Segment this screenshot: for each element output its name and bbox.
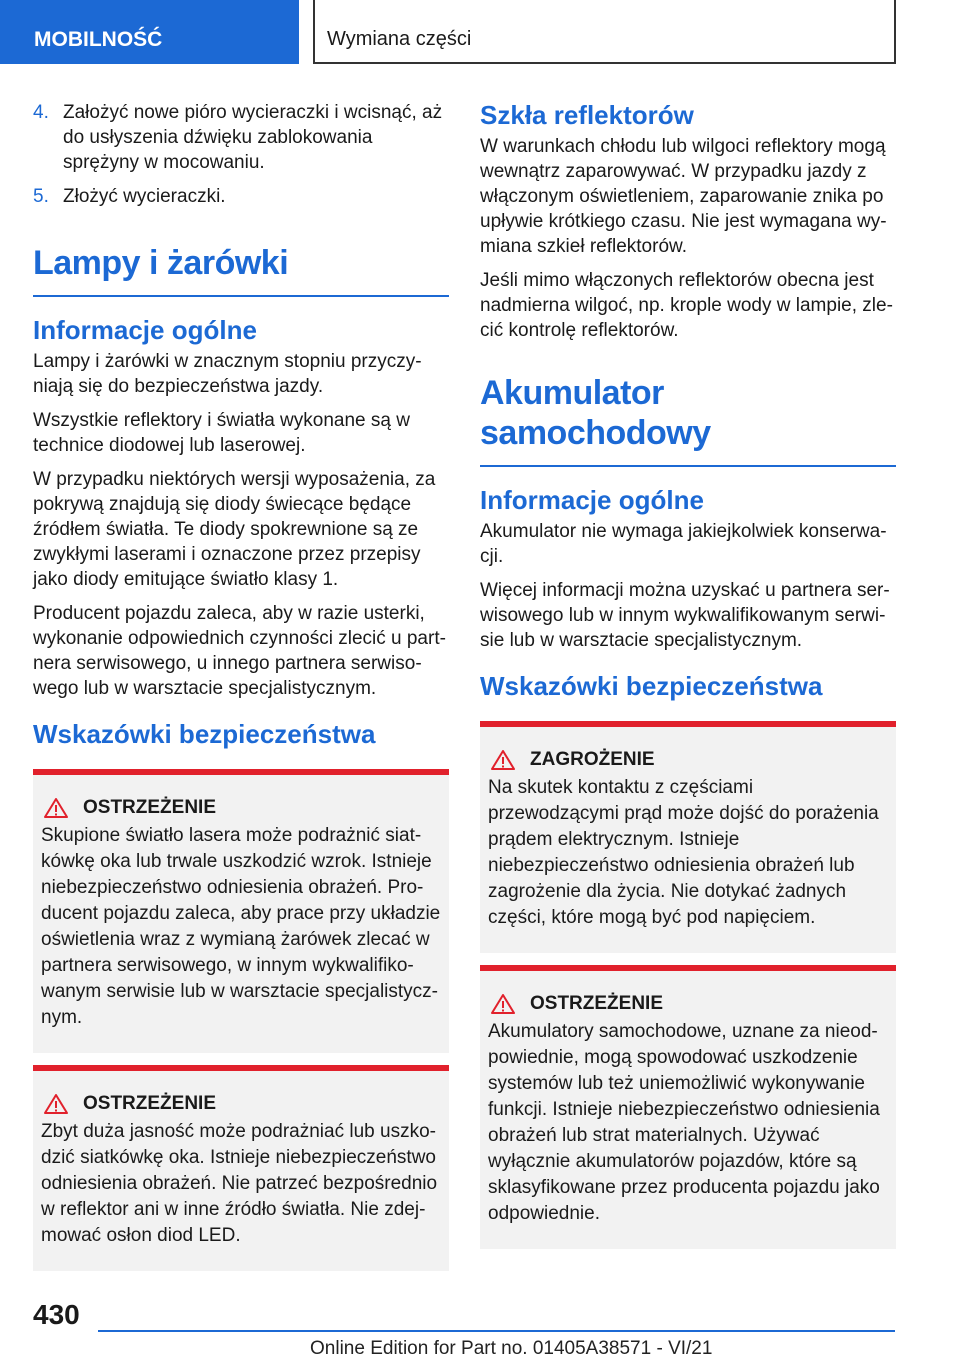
page-header: [0, 0, 960, 66]
warning-triangle-icon: [490, 749, 516, 771]
step-item: [33, 100, 449, 175]
warning-text: Skupione światło lasera może podrażnić siatkówkę oka lub trwale uszkodzić wzrok. Istnieje niebezpieczeństwo odniesienia obrażeń. Producent pojazdu zaleca, aby prace przy układzie oświetlenia wraz z wymianą żarówek zlecać w partnera serwisowego, w innym wykwalifikowanym serwisie lub w warsztacie specjalistycznym.: [41, 825, 441, 1028]
paragraph: Jeśli mimo włączonych reflektorów obecna jest nadmierna wilgoć, np. krople wody w lampie, zlecić kontrolę reflektorów.: [480, 270, 893, 341]
warning-triangle-icon: [43, 797, 69, 819]
paragraph: Producent pojazdu zaleca, aby w razie usterki, wykonanie odpowiednich czynności zlecić u partnera serwisowego, u innego partnera serwisowego lub w warsztacie specjalistycznym.: [33, 603, 446, 699]
subheading-general: Informacje ogólne: [480, 485, 704, 515]
paragraph: Lampy i żarówki w znacznym stopniu przyczyniają się do bezpieczeństwa jazdy.: [33, 351, 422, 397]
section-tab: MOBILNOŚĆ: [0, 0, 299, 64]
warning-box: [480, 965, 896, 1249]
warning-box: [33, 769, 449, 1053]
left-column: [33, 100, 449, 1283]
subheading-safety: Wskazówki bezpieczeństwa: [480, 671, 823, 701]
warning-box: [33, 1065, 449, 1271]
right-column: [480, 100, 896, 1261]
paragraph: Akumulator nie wymaga jakiejkolwiek konserwacji.: [480, 521, 887, 567]
paragraph: W przypadku niektórych wersji wyposażenia, za pokrywą znajdują się diody świecące będące źródłem światła. Te diody spokrewnione są ze zwykłymi laserami i oznaczone przez przepisy jako diody emitujące światło klasy 1.: [33, 469, 436, 590]
step-item: [33, 184, 449, 209]
footer-divider: [98, 1330, 895, 1332]
paragraph: Więcej informacji można uzyskać u partnera serwisowego lub w innym wykwalifikowanym serwisie lub w warsztacie specjalistycznym.: [480, 580, 890, 651]
warning-text: Zbyt duża jasność może podrażniać lub uszkodzić siatkówkę oka. Istnieje niebezpieczeństwo odniesienia obrażeń. Nie patrzeć bezpośrednio w reflektor ani w inne źródło światła. Nie zdejmować osłon diod LED.: [41, 1121, 438, 1246]
warning-title-text: OSTRZEŻENIE: [83, 797, 217, 818]
chapter-title: Wymiana części: [313, 0, 896, 64]
warning-title: [488, 749, 888, 771]
warning-text: Na skutek kontaktu z częściami przewodzącymi prąd może dojść do porażenia prądem elektrycznym. Istnieje niebezpieczeństwo odniesienia obrażeń lub zagrożenie dla życia. Nie dotykać żadnych części, które mogą być pod napięciem.: [488, 777, 879, 928]
warning-title-text: OSTRZEŻENIE: [83, 1093, 217, 1114]
warning-title-text: OSTRZEŻENIE: [530, 993, 664, 1014]
page-number: 430: [33, 1299, 80, 1330]
warning-triangle-icon: [43, 1093, 69, 1115]
subheading-safety: Wskazówki bezpieczeństwa: [33, 719, 376, 749]
step-text: Złożyć wycieraczki.: [63, 186, 226, 207]
section-heading-battery: Akumulator samochodowy: [480, 373, 896, 467]
step-text: Założyć nowe pióro wycieraczki i wcisnąć, aż do usłyszenia dźwięku zablokowania sprężyny w mocowaniu.: [63, 102, 443, 173]
warning-title-text: ZAGROŻENIE: [530, 749, 655, 770]
warning-title: [41, 797, 441, 819]
step-number: 5.: [33, 186, 49, 207]
edition-info: Online Edition for Part no. 01405A38571 - VI/21: [310, 1338, 713, 1359]
subheading-general: Informacje ogólne: [33, 315, 257, 345]
section-heading-lamps: Lampy i żarówki: [33, 243, 449, 297]
warning-text: Akumulatory samochodowe, uznane za nieodpowiednie, mogą spowodować uszkodzenie systemów lub też uniemożliwić wykonywanie funkcji. Istnieje niebezpieczeństwo odniesienia obrażeń lub strat materialnych. Używać wyłącznie akumulatorów pojazdów, które są sklasyfikowane przez producenta pojazdu jako odpowiednie.: [488, 1021, 880, 1224]
subheading-glass: Szkła reflektorów: [480, 100, 694, 130]
warning-triangle-icon: [490, 993, 516, 1015]
step-number: 4.: [33, 102, 49, 123]
paragraph: W warunkach chłodu lub wilgoci reflektory mogą wewnątrz zaparowywać. W przypadku jazdy z włączonym oświetleniem, zaparowanie znika po upływie krótkiego czasu. Nie jest wymagana wymiana szkieł reflektorów.: [480, 136, 887, 257]
warning-title: [488, 993, 888, 1015]
danger-box: [480, 721, 896, 953]
paragraph: Wszystkie reflektory i światła wykonane są w technice diodowej lub laserowej.: [33, 410, 410, 456]
warning-title: [41, 1093, 441, 1115]
